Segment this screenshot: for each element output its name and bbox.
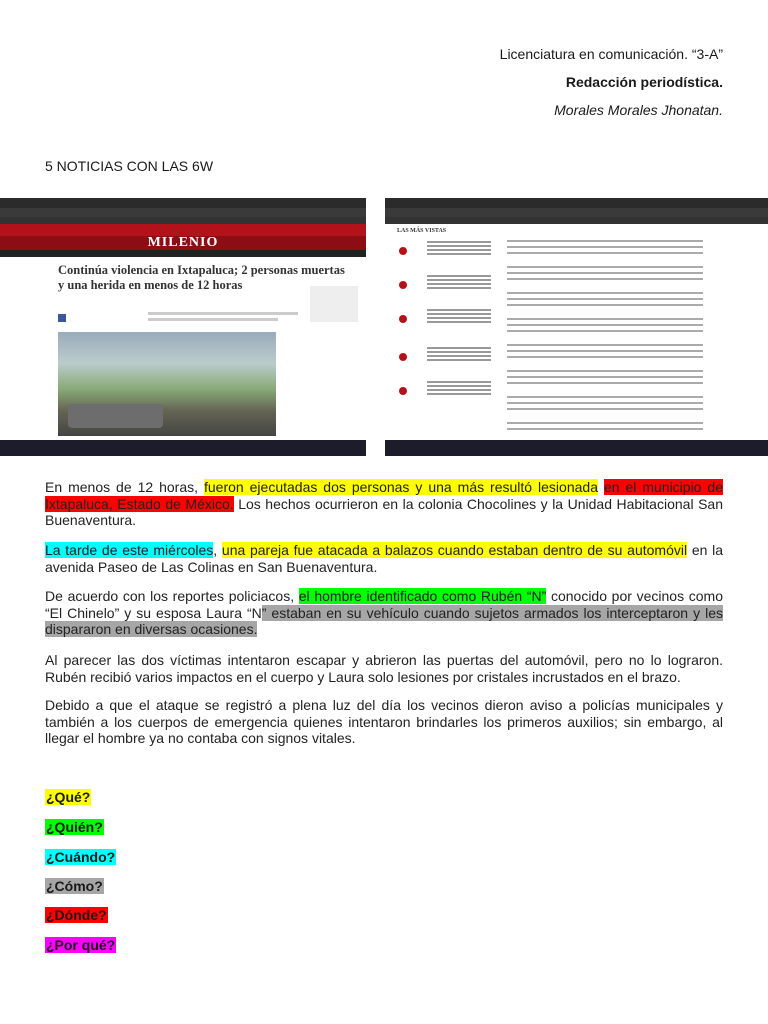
course-line: Licenciatura en comunicación. “3-A” — [499, 46, 723, 62]
legend-cuando: ¿Cuándo? — [46, 849, 116, 865]
taskbar — [385, 440, 768, 456]
most-viewed-heading: LAS MÁS VISTAS — [397, 228, 447, 234]
news-screenshot-left — [0, 198, 366, 456]
highlight-donde: en el municipio de Ixtapaluca, Estado de México. — [45, 479, 723, 512]
paragraph-3: De acuerdo con los reportes policiacos, el hombre identificado como Rubén “N” conocido por vecinos como “El Chinelo” y su esposa Laura “N” estaban en su vehículo cuando sujetos armados los interceptaron y les dispararon en diversas ocasiones. — [45, 588, 723, 637]
news-screenshot-right — [385, 198, 768, 456]
subject-line: Redacción periodística. — [565, 74, 723, 90]
legend-como: ¿Cómo? — [46, 878, 103, 894]
paragraph-5: Debido a que el ataque se registró a plena luz del día los vecinos dieron aviso a policías municipales y también a los cuerpos de emergencia quienes intentaron brindarles los primeros auxilios; sin embargo, al llegar el hombre ya no contaba con signos vitales. — [45, 697, 723, 746]
highlight-que: fueron ejecutadas dos personas y una más resultó lesionada — [203, 479, 598, 495]
taskbar — [0, 440, 366, 456]
article-headline: Continúa violencia en Ixtapaluca; 2 personas muertas y una herida en menos de 12 horas — [58, 263, 345, 292]
paragraph-2: La tarde de este miércoles, una pareja fue atacada a balazos cuando estaban dentro de su automóvil en la avenida Paseo de Las Colinas en San Buenaventura. — [45, 542, 724, 575]
section-title: 5 NOTICIAS CON LAS 6W — [45, 158, 214, 174]
highlight-quien: el hombre identificado como Rubén “N” — [298, 588, 547, 604]
ad-block — [310, 286, 358, 322]
highlight-como: ” estaban en su vehículo cuando sujetos armados los interceptaron y les dispararon en diversas ocasiones. — [45, 604, 723, 637]
highlight-cuando: La tarde de este miércoles — [45, 542, 214, 558]
legend-que: ¿Qué? — [46, 789, 91, 805]
highlight-que: una pareja fue atacada a balazos cuando estaban dentro de su automóvil — [221, 542, 688, 558]
legend-quien: ¿Quién? — [46, 819, 103, 835]
article-photo — [58, 332, 276, 436]
milenio-logo: MILENIO — [0, 236, 366, 250]
author-line: Morales Morales Jhonatan. — [554, 102, 723, 118]
legend-porque: ¿Por qué? — [46, 937, 116, 953]
legend-donde: ¿Dónde? — [46, 907, 107, 923]
paragraph-1: En menos de 12 horas, fueron ejecutadas dos personas y una más resultó lesionada en el municipio de Ixtapaluca, Estado de México. Los hechos ocurrieron en la colonia Chocolines y la Unidad Habitacional San Buenaventura. — [45, 479, 723, 528]
paragraph-4: Al parecer las dos víctimas intentaron escapar y abrieron las puertas del automóvil, pero no lo lograron. Rubén recibió varios impactos en el cuerpo y Laura solo lesiones por cristales incrustados en el brazo. — [45, 652, 723, 685]
